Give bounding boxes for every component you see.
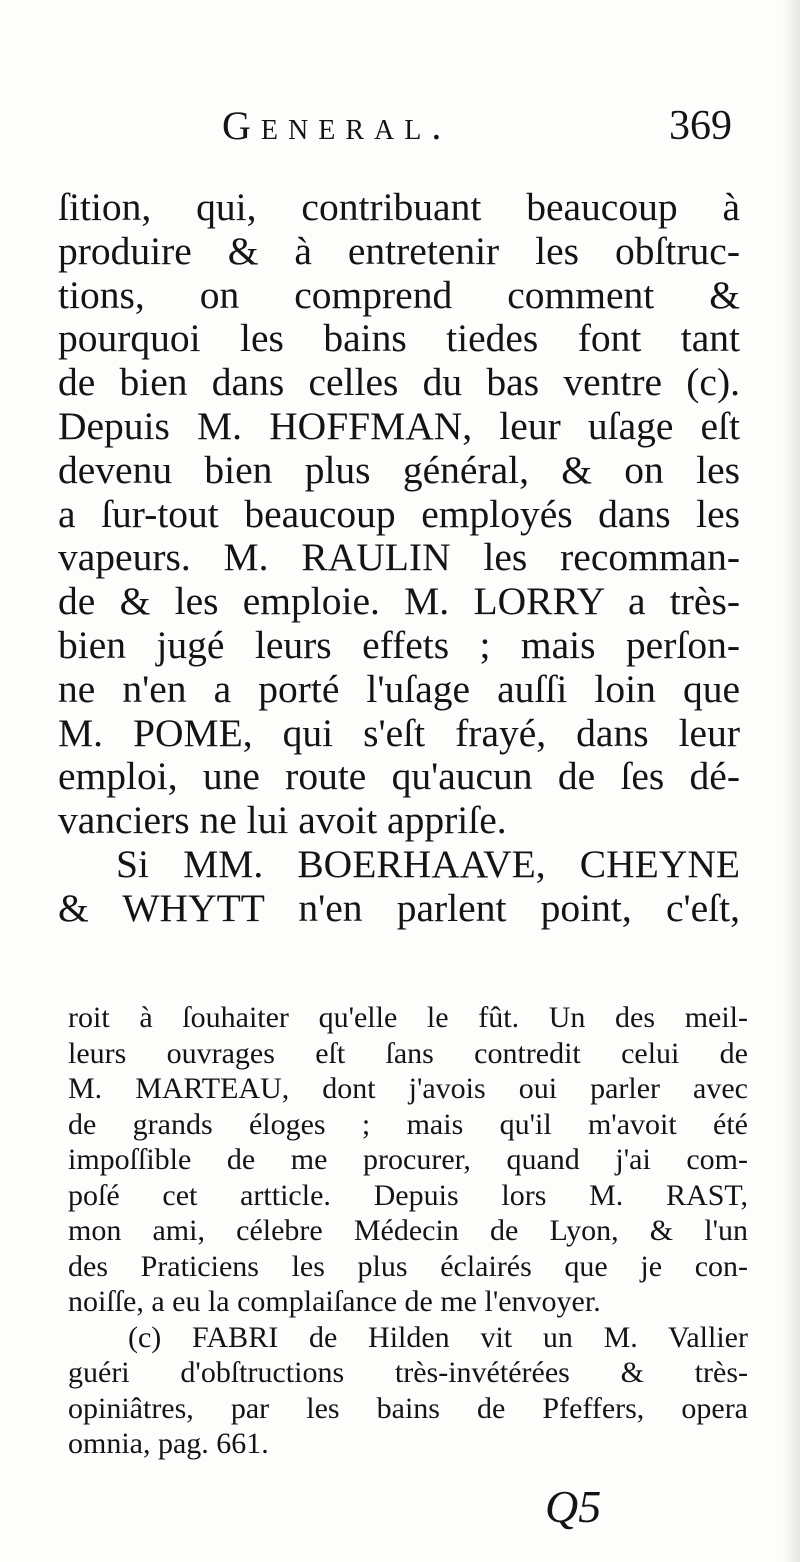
text-line: a ſur-tout beaucoup employés dans les bbox=[58, 491, 740, 536]
footnote-line: de grands éloges ; mais qu'il m'avoit été bbox=[68, 1107, 748, 1141]
footnote-line: guéri d'obſtructions très-invétérées & très- bbox=[68, 1356, 748, 1389]
footnote-line: noiſſe, a eu la complaiſance de me l'envoyer. bbox=[68, 1285, 601, 1318]
text-line: de & les emploie. M. LORRY a très- bbox=[58, 579, 740, 624]
text-line: M. POME, qui s'eſt frayé, dans leur bbox=[58, 710, 740, 755]
main-text bbox=[58, 186, 740, 931]
footnote-line: des Praticiens les plus éclairés que je con- bbox=[68, 1249, 748, 1283]
footnote-line: omnia, pag. 661. bbox=[68, 1427, 269, 1460]
page-edge-shadow bbox=[782, 0, 800, 1562]
running-head: General. bbox=[222, 103, 452, 148]
text-line: ſition, qui, contribuant beaucoup à bbox=[58, 185, 740, 229]
footnote-line: opiniâtres, par les bains de Pfeffers, opera bbox=[68, 1391, 748, 1425]
text-line: Depuis M. HOFFMAN, leur uſage eſt bbox=[58, 403, 740, 448]
footnote-line: impoſſible de me procurer, quand j'ai com- bbox=[68, 1143, 748, 1176]
footnote-line: leurs ouvrages eſt ſans contredit celui de bbox=[68, 1036, 748, 1070]
footnote-line: M. MARTEAU, dont j'avois oui parler avec bbox=[68, 1072, 748, 1105]
footnote-line: poſé cet artticle. Depuis lors M. RAST, bbox=[68, 1178, 748, 1212]
text-line: bien jugé leurs effets ; mais perſon- bbox=[58, 622, 740, 667]
text-line: & WHYTT n'en parlent point, c'eſt, bbox=[58, 885, 740, 930]
page-header bbox=[222, 102, 742, 162]
text-line: vanciers ne lui avoit appriſe. bbox=[58, 798, 507, 843]
text-line: produire & à entretenir les obſtruc- bbox=[58, 228, 740, 273]
page-number: 369 bbox=[669, 103, 732, 149]
text-line: vapeurs. M. RAULIN les recomman- bbox=[58, 535, 740, 580]
footnote-line: roit à ſouhaiter qu'elle le fût. Un des meil- bbox=[68, 1001, 748, 1034]
text-line: tions, on comprend comment & bbox=[58, 272, 740, 317]
text-line: devenu bien plus général, & on les bbox=[58, 447, 740, 492]
text-line: pourquoi les bains tiedes font tant bbox=[58, 316, 740, 361]
footnote-line: (c) FABRI de Hilden vit un M. Vallier bbox=[128, 1320, 748, 1354]
footnote-line: mon ami, célebre Médecin de Lyon, & l'un bbox=[68, 1214, 748, 1247]
signature-mark: Q5 bbox=[545, 1481, 602, 1532]
text-line: de bien dans celles du bas ventre (c). bbox=[58, 360, 740, 405]
text-line: emploi, une route qu'aucun de ſes dé- bbox=[58, 754, 740, 799]
footnotes bbox=[68, 1000, 748, 1462]
text-line: ne n'en a porté l'uſage auſſi loin que bbox=[58, 666, 740, 711]
text-line: Si MM. BOERHAAVE, CHEYNE bbox=[116, 841, 740, 886]
